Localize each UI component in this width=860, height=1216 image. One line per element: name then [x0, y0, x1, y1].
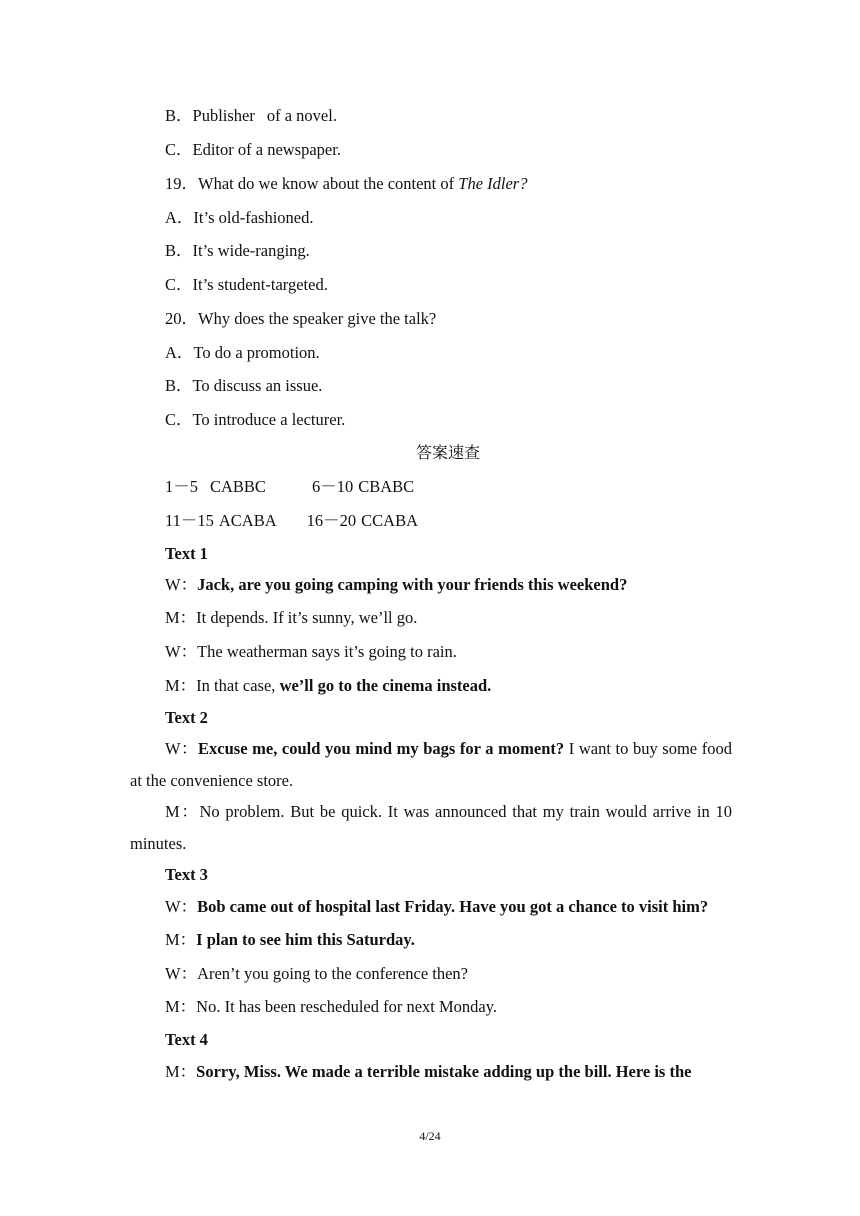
speaker-label: W： — [165, 897, 198, 916]
speaker-label: W： — [165, 575, 198, 594]
option-20b: B．To discuss an issue. — [165, 376, 323, 395]
option-text: Publisher — [192, 106, 255, 125]
text3-heading — [165, 864, 208, 886]
option-text: of a novel. — [266, 106, 337, 125]
text1-line3: W：The weatherman says it’s going to rain. — [165, 642, 457, 661]
dialogue-text: Jack, are you going camping with your friends this weekend? — [197, 575, 628, 594]
answer-range: 11－15 — [165, 511, 214, 530]
answer-range: 6－10 — [311, 477, 354, 496]
answer-key-title: 答案速查 — [415, 443, 480, 462]
option-18b — [165, 105, 337, 127]
option-20a: A．To do a promotion. — [165, 343, 320, 362]
answer-range: 16－20 — [306, 511, 357, 530]
text2-heading — [165, 707, 208, 729]
dialogue-text: Bob came out of hospital last Friday. Have you got a chance to visit him? — [197, 897, 709, 916]
dialogue-text: we’ll go to the cinema instead. — [279, 676, 492, 695]
dialogue-text: M：In that case, — [165, 676, 280, 695]
speaker-label: W： — [165, 739, 199, 758]
text1-line1 — [165, 574, 627, 596]
answer-value: ACABA — [218, 511, 277, 530]
option-19c: C．It’s student-targeted. — [165, 275, 328, 294]
option-20c: C．To introduce a lecturer. — [165, 410, 346, 429]
dialogue-text: Sorry, Miss. We made a terrible mistake adding up the bill. Here is the — [196, 1062, 692, 1081]
text3-line4: M：No. It has been rescheduled for next Monday. — [165, 997, 498, 1016]
section-heading: Text 2 — [165, 708, 208, 727]
question-19 — [165, 173, 527, 195]
answer-value: CBABC — [358, 477, 415, 496]
section-heading: Text 4 — [165, 1030, 208, 1049]
text3-line3: W：Aren’t you going to the conference then? — [165, 964, 469, 983]
text3-line2 — [165, 929, 415, 951]
text3-line1 — [165, 896, 708, 918]
option-letter: B． — [165, 106, 193, 125]
section-heading: Text 3 — [165, 865, 208, 884]
option-19b: B．It’s wide-ranging. — [165, 241, 310, 260]
option-18c: C．Editor of a newspaper. — [165, 140, 341, 159]
dialogue-text: I want to buy some food at the convenience store. — [130, 739, 732, 790]
text4-heading — [165, 1029, 208, 1051]
text4-line1 — [165, 1061, 691, 1083]
question-text: 19．What do we know about the content of — [165, 174, 459, 193]
answer-row-2 — [165, 510, 418, 532]
text1-line2: M：It depends. If it’s sunny, we’ll go. — [165, 608, 418, 627]
page-number: 4/24 — [419, 1129, 441, 1143]
publication-title: The Idler? — [458, 174, 528, 193]
text2-paragraph2: M：No problem. But be quick. It was announced that my train would arrive in 10 minutes. — [130, 802, 732, 853]
text2-paragraph1 — [130, 733, 732, 797]
dialogue-text: Excuse me, could you mind my bags for a moment? — [198, 739, 565, 758]
answer-row-1 — [165, 476, 414, 498]
dialogue-text: I plan to see him this Saturday. — [196, 930, 415, 949]
answer-range: 1－5 — [165, 477, 198, 496]
speaker-label: M： — [165, 1062, 197, 1081]
answer-value: CABBC — [210, 477, 266, 496]
question-20: 20．Why does the speaker give the talk? — [165, 309, 437, 328]
answer-value: CCABA — [361, 511, 419, 530]
speaker-label: M： — [165, 930, 197, 949]
option-19a: A．It’s old-fashioned. — [165, 208, 314, 227]
text1-line4 — [165, 675, 491, 697]
text1-heading — [165, 543, 208, 565]
section-heading: Text 1 — [165, 544, 208, 563]
